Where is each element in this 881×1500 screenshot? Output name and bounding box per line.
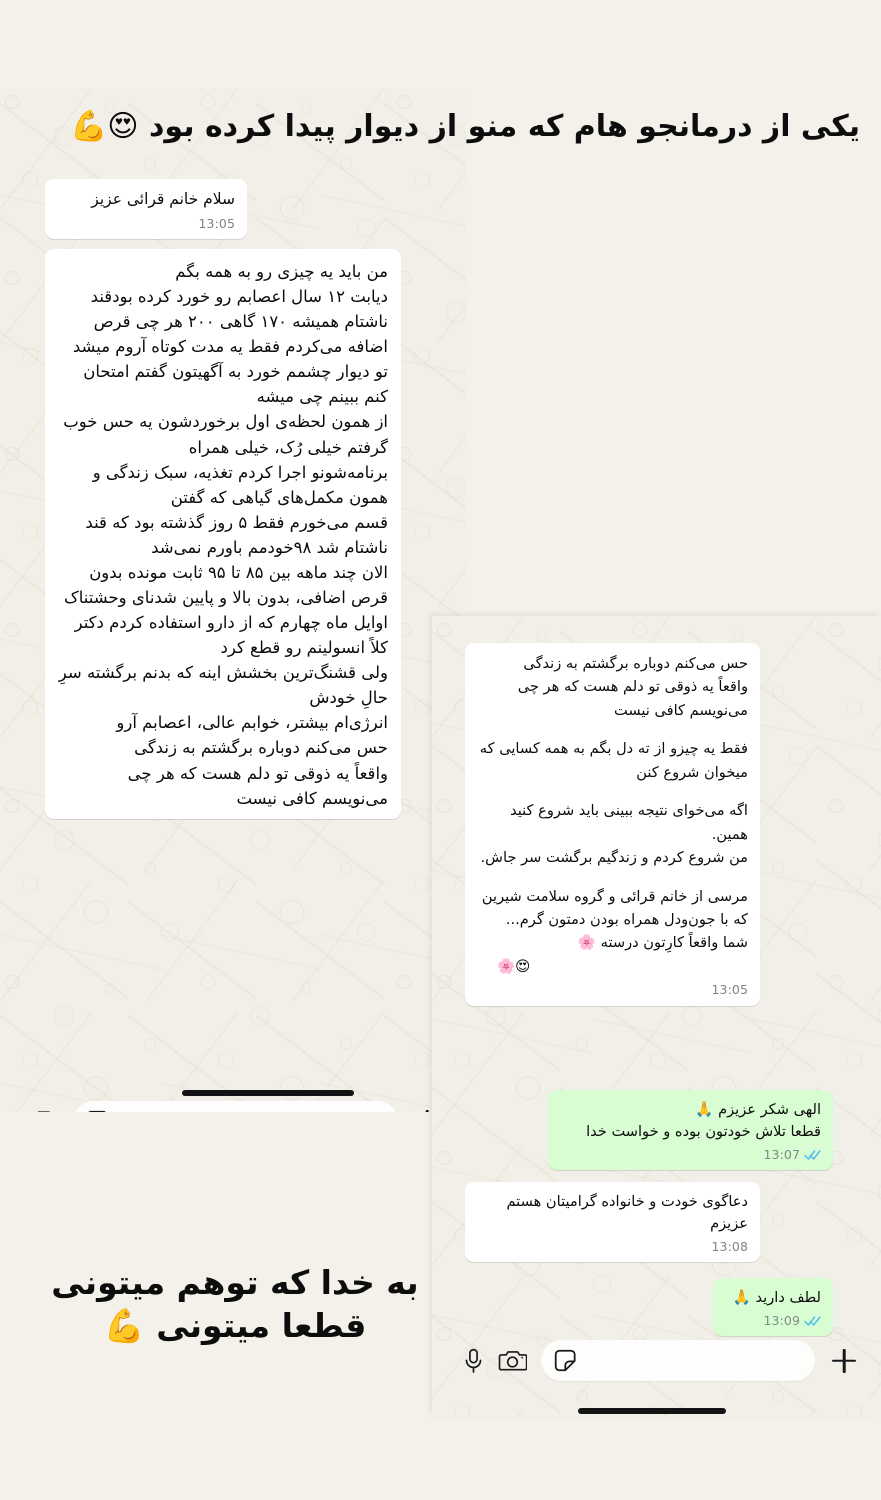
message-text: مرسی از خانم قرائی و گروه سلامت شیرین که با جون‌ودل همراه بودن دمتون گرم... شما واقعاً کارِتون درسته 🌸 [481,887,748,952]
message-text: از همون لحظه‌ی اول برخوردشون یه حس خوب گرفتم خیلی رُک، خیلی همراه [63,412,388,457]
message-text: حس می‌کنم دوباره برگشتم به زندگی [523,655,748,672]
camera-icon[interactable] [498,1348,527,1373]
message-meta [725,1311,821,1330]
timestamp: 13:08 [711,1239,748,1255]
message-composer [463,1340,859,1381]
message-bubble-outgoing[interactable] [713,1278,833,1336]
message-composer [28,1101,442,1112]
home-indicator [182,1090,354,1096]
left-chat-screenshot [0,88,466,1112]
message-text: لطف دارید 🙏 [732,1289,821,1306]
read-receipt-icon [804,1315,821,1327]
right-chat-screenshot [432,616,881,1416]
plus-icon[interactable] [829,1346,859,1376]
message-text: الهی شکر عزیزم 🙏 [695,1101,821,1118]
message-input-wrapper[interactable] [73,1101,398,1112]
message-bubble-incoming[interactable] [45,249,401,819]
message-input[interactable] [578,1352,803,1370]
message-meta [477,1237,748,1256]
camera-icon[interactable] [28,1108,59,1112]
caption-top: یکی از درمانجو هام که منو از دیوار پیدا کرده بود 😍💪 [69,109,860,144]
message-meta [57,214,235,233]
message-text: قسم می‌خورم فقط ۵ روز گذشته بود که قند ناشتام شد ۹۸خودمم باورم نمی‌شد [85,512,388,557]
message-text: اگه می‌خوای نتیجه ببینی باید شروع کنید همین. [510,802,748,843]
message-text: فقط یه چیزو از ته دل بگم به همه کسایی که میخوان شروع کنن [479,740,748,781]
message-text: الان چند ماهه بین ۸۵ تا ۹۵ ثابت مونده بدون قرص اضافی، بدون بالا و پایین شدنای وحشتناک [64,562,388,608]
message-emoji: 😍🌸 [497,957,531,975]
message-bubble-outgoing[interactable] [548,1090,833,1170]
message-bubble-incoming[interactable] [465,643,760,1006]
message-text: انرژی‌ام بیشتر، خوابم عالی، اعصابم آرو [116,713,388,733]
sticker-icon[interactable] [85,1109,110,1112]
read-receipt-icon [804,1149,821,1161]
message-text: برنامه‌شونو اجرا کردم تغذیه، سبک زندگی و همون مکمل‌های گیاهی که گفتن [92,462,388,507]
message-meta [560,1145,821,1164]
caption-bottom [10,1262,460,1348]
message-text: دعاگوی خودت و خانواده گرامیتان هستم عزیزم [506,1193,748,1233]
message-text: تو دیوار چشمم خورد به آگهیتون گفتم امتحان کنم ببینم چی میشه [83,362,388,407]
timestamp: 13:05 [198,215,235,231]
message-text: دیابت ۱۲ سال اعصابم رو خورد کرده بودقند ناشتام همیشه ۱۷۰ گاهی ۲۰۰ هر چی قرص اضافه می‌کردم فقط یه مدت کوتاه آروم میشد [72,287,388,357]
microphone-icon[interactable] [463,1348,484,1374]
message-bubble-incoming[interactable] [45,179,247,239]
message-text: حس می‌کنم دوباره برگشتم به زندگی [134,738,388,758]
message-text: واقعاً یه ذوقی تو دلم هست که هر چی می‌نویسم کافی نیست [517,678,748,719]
home-indicator [578,1408,726,1414]
sticker-icon[interactable] [553,1348,578,1373]
message-text: ولی قشنگ‌ترین بخشش اینه که بدنم برگشته سرِ حالِ خودش [58,663,388,708]
timestamp: 13:07 [763,1147,800,1163]
message-text: قطعا تلاش خودتون بوده و خواست خدا [586,1123,821,1141]
message-text: من شروع کردم و زندگیم برگشت سر جاش. [480,849,748,867]
message-text: اوایل ماه چهارم که از دارو استفاده کردم دکتر کلاً انسولینم رو قطع کرد [74,613,388,658]
message-meta [477,980,748,1000]
message-bubble-incoming[interactable] [465,1182,760,1262]
timestamp: 13:05 [711,982,748,998]
timestamp: 13:09 [763,1313,800,1329]
caption-bottom-line2: قطعا میتونی 💪 [103,1305,367,1345]
message-text: سلام خانم قرائی عزیز [91,190,235,208]
message-text: من باید یه چیزی رو به همه بگم [175,262,388,281]
message-input-wrapper[interactable] [541,1340,815,1381]
message-text: واقعاً یه ذوقی تو دلم هست که هر چی می‌نویسم کافی نیست [127,763,388,808]
caption-bottom-line1: به خدا که توهم میتونی [51,1263,419,1302]
